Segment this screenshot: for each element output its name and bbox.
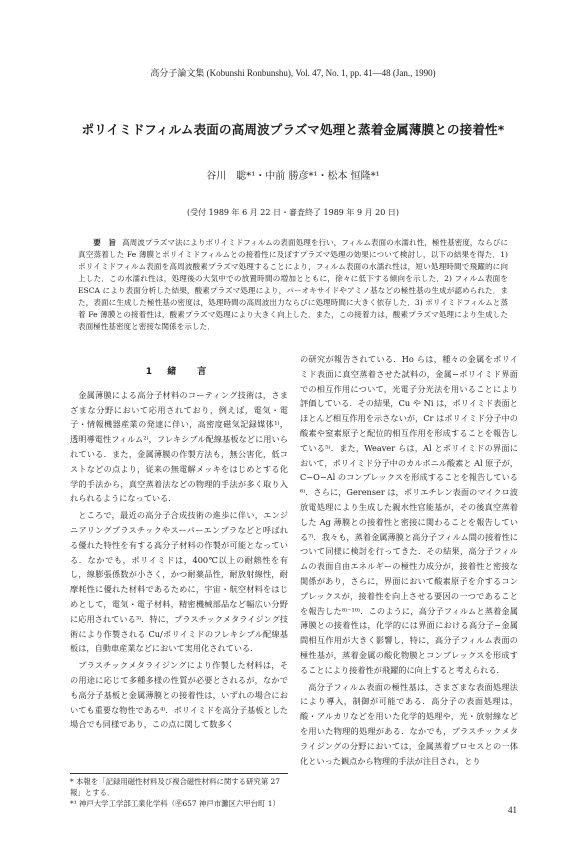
intro-paragraph-2: ところで，最近の高分子合成技術の進歩に伴い，エンジニアリングプラスチックやスーパーエンプラなどと呼ばれる優れた特性を有する高分子材料の作製が可能となっている．なかでも，ポリイミドは，400℃以上の耐熱性を有し，線膨張係数が小さく，かつ耐薬品性，耐放射線性，耐摩耗性に優れた材料であるために，宇宙・航空材料をはじめとして，電気・電子材料，精密機械部品など幅広い分野に応用されている³⁾．特に，プラスチックメタライジング技術により作製される Cu/ポリイミドのフレキシブル配線基板は，自動車産業などにおいて実用化されている． — [70, 510, 288, 654]
right-column — [300, 352, 518, 770]
received-dates: (受付 1989 年 6 月 22 日・審査終了 1989 年 9 月 20 日) — [186, 208, 399, 217]
abstract-heading: 要 旨 — [93, 238, 117, 247]
footnote-1: * 本報を「記録用磁性材料及び複合磁性材料に関する研究第 27 報」とする． — [70, 777, 280, 797]
paper-title: ポリイミドフィルム表面の高周波プラズマ処理と蒸着金属薄膜との接着性* — [81, 122, 505, 137]
footnote-2: *¹ 神戸大学工学部工業化学科（㉾657 神戸市灘区六甲台町 1） — [70, 799, 280, 808]
right-paragraph-1: の研究が報告されている．Ho らは，種々の金属をポリイミド表面に真空蒸着させた試料の，金属−ポリイミド界面での相互作用について，光電子分光法を用いることにより評価している．その結果，Cu や Ni は，ポリイミド表面とほとんど相互作用を示さないが，Cr はポリイミド分子中の酸素や窒素原子と配位的相互作用を形成することを報告している⁵⁾．また，Weaver らは，Al とポリイミドの界面において，ポリイミド分子中のカルボニル酸素と Al 原子が，C−O−Al のコンプレックスを形成することを報告している⁶⁾．さらに，Gerenser は，ポリエチレン表面のマイクロ波放電処理により生成した親水性官能基が，その後真空蒸着した Ag 薄膜との接着性と密接に関わることを報告している⁷⁾．我々も，蒸着金属薄膜と高分子フィルム間の接着性について同様に検討を行ってきた．その結果，高分子フィルムの表面自由エネルギーの極性力成分が，接着性と密接な関係があり，さらに，界面において酸素原子を介するコンプレックスが，接着性を向上させる要因の一つであることを報告した⁸⁾⁻¹⁰⁾．このように，高分子フィルムと蒸着金属薄膜との接着性は，化学的には界面における高分子−金属間相互作用が大きく影響し，特に，高分子フィルム表面の極性基が，蒸着金属の酸化物膜とコンプレックスを形成することにより接着性が飛躍的に向上すると考えられる． — [300, 354, 519, 675]
authors: 谷川 聡*¹・中前 勝彦*¹・松本 恒隆*¹ — [206, 171, 380, 182]
intro-paragraph-3: プラスチックメタライジングにより作製した材料は，その用途に応じて多種多様の性質が必要とされるが，なかでも高分子基板と金属薄膜との接着性は，いずれの場合においても重要な物性である⁴⁾．ポリイミドを高分子基板とした場合でも同様であり，この点に関して数多く — [70, 660, 288, 730]
abstract-paragraph — [78, 237, 508, 333]
section-heading-introduction: 1 緒 言 — [145, 367, 213, 377]
abstract-text: 高周波プラズマ法によりポリイミドフィルムの表面処理を行い，フィルム表面の水濡れ性，極性基密度，ならびに真空蒸着した Fe 薄膜とポリイミドフィルムとの接着性に及ぼすプラズマ処理の効果について検討し，以下の結果を得た．1) ポリイミドフィルム表面を高周波酸素プラズマ処理することにより，フィルム表面の水濡れ性は，短い処理時間で飛躍的に向上した．この水濡れ性は，処理後の大気中での放置時間の増加とともに，徐々に低下する傾向を示した．2) フィルム表面を ESCA により表面分析した結果，酸素プラズマ処理により，パーオキサイドやアミノ基などの極性基の生成が認められた．また，表面に生成した極性基の密度は，処理時間の高周波出力ならびに処理時間に大きく依存した．3) ポリイミドフィルムと蒸着 Fe 薄膜との接着性は，酸素プラズマ処理により大きく向上した．また，この接着力は，酸素プラズマ処理により生成した表面極性基密度と密接な関係を示した． — [78, 238, 509, 331]
page-number: 41 — [508, 805, 517, 815]
intro-paragraph-1: 金属薄膜による高分子材料のコーティング技術は，さまざまな分野において応用されており，例えば，電気・電子・情報機器産業の発達に伴い，高密度磁気記録媒体¹⁾，透明導電性フィルム²⁾，フレキシブル配線基板などに用いられている．また，金属薄膜の作製方法も，無公害化，低コストなどの点より，従来の無電解メッキをはじめとする化学的手法から，真空蒸着法などの物理的手法が多く取り入れられるようになっている． — [70, 389, 288, 504]
journal-citation: 高分子論文集 (Kobunshi Ronbunshu), Vol. 47, No. 1, pp. 41—48 (Jan., 1990) — [150, 68, 436, 78]
right-paragraph-2: 高分子フィルム表面の極性基は，さまざまな表面処理法により導入，制御が可能である．高分子の表面処理は，酸・アルカリなどを用いた化学的処理や，光・放射線などを用いた物理的処理がある．なかでも，プラスチックメタライジングの分野においては，金属蒸着プロセスとの一体化といった観点から物理的手法が注目され，とり — [300, 681, 518, 766]
left-column — [70, 365, 288, 734]
footnotes — [70, 773, 288, 809]
abstract — [78, 237, 508, 333]
